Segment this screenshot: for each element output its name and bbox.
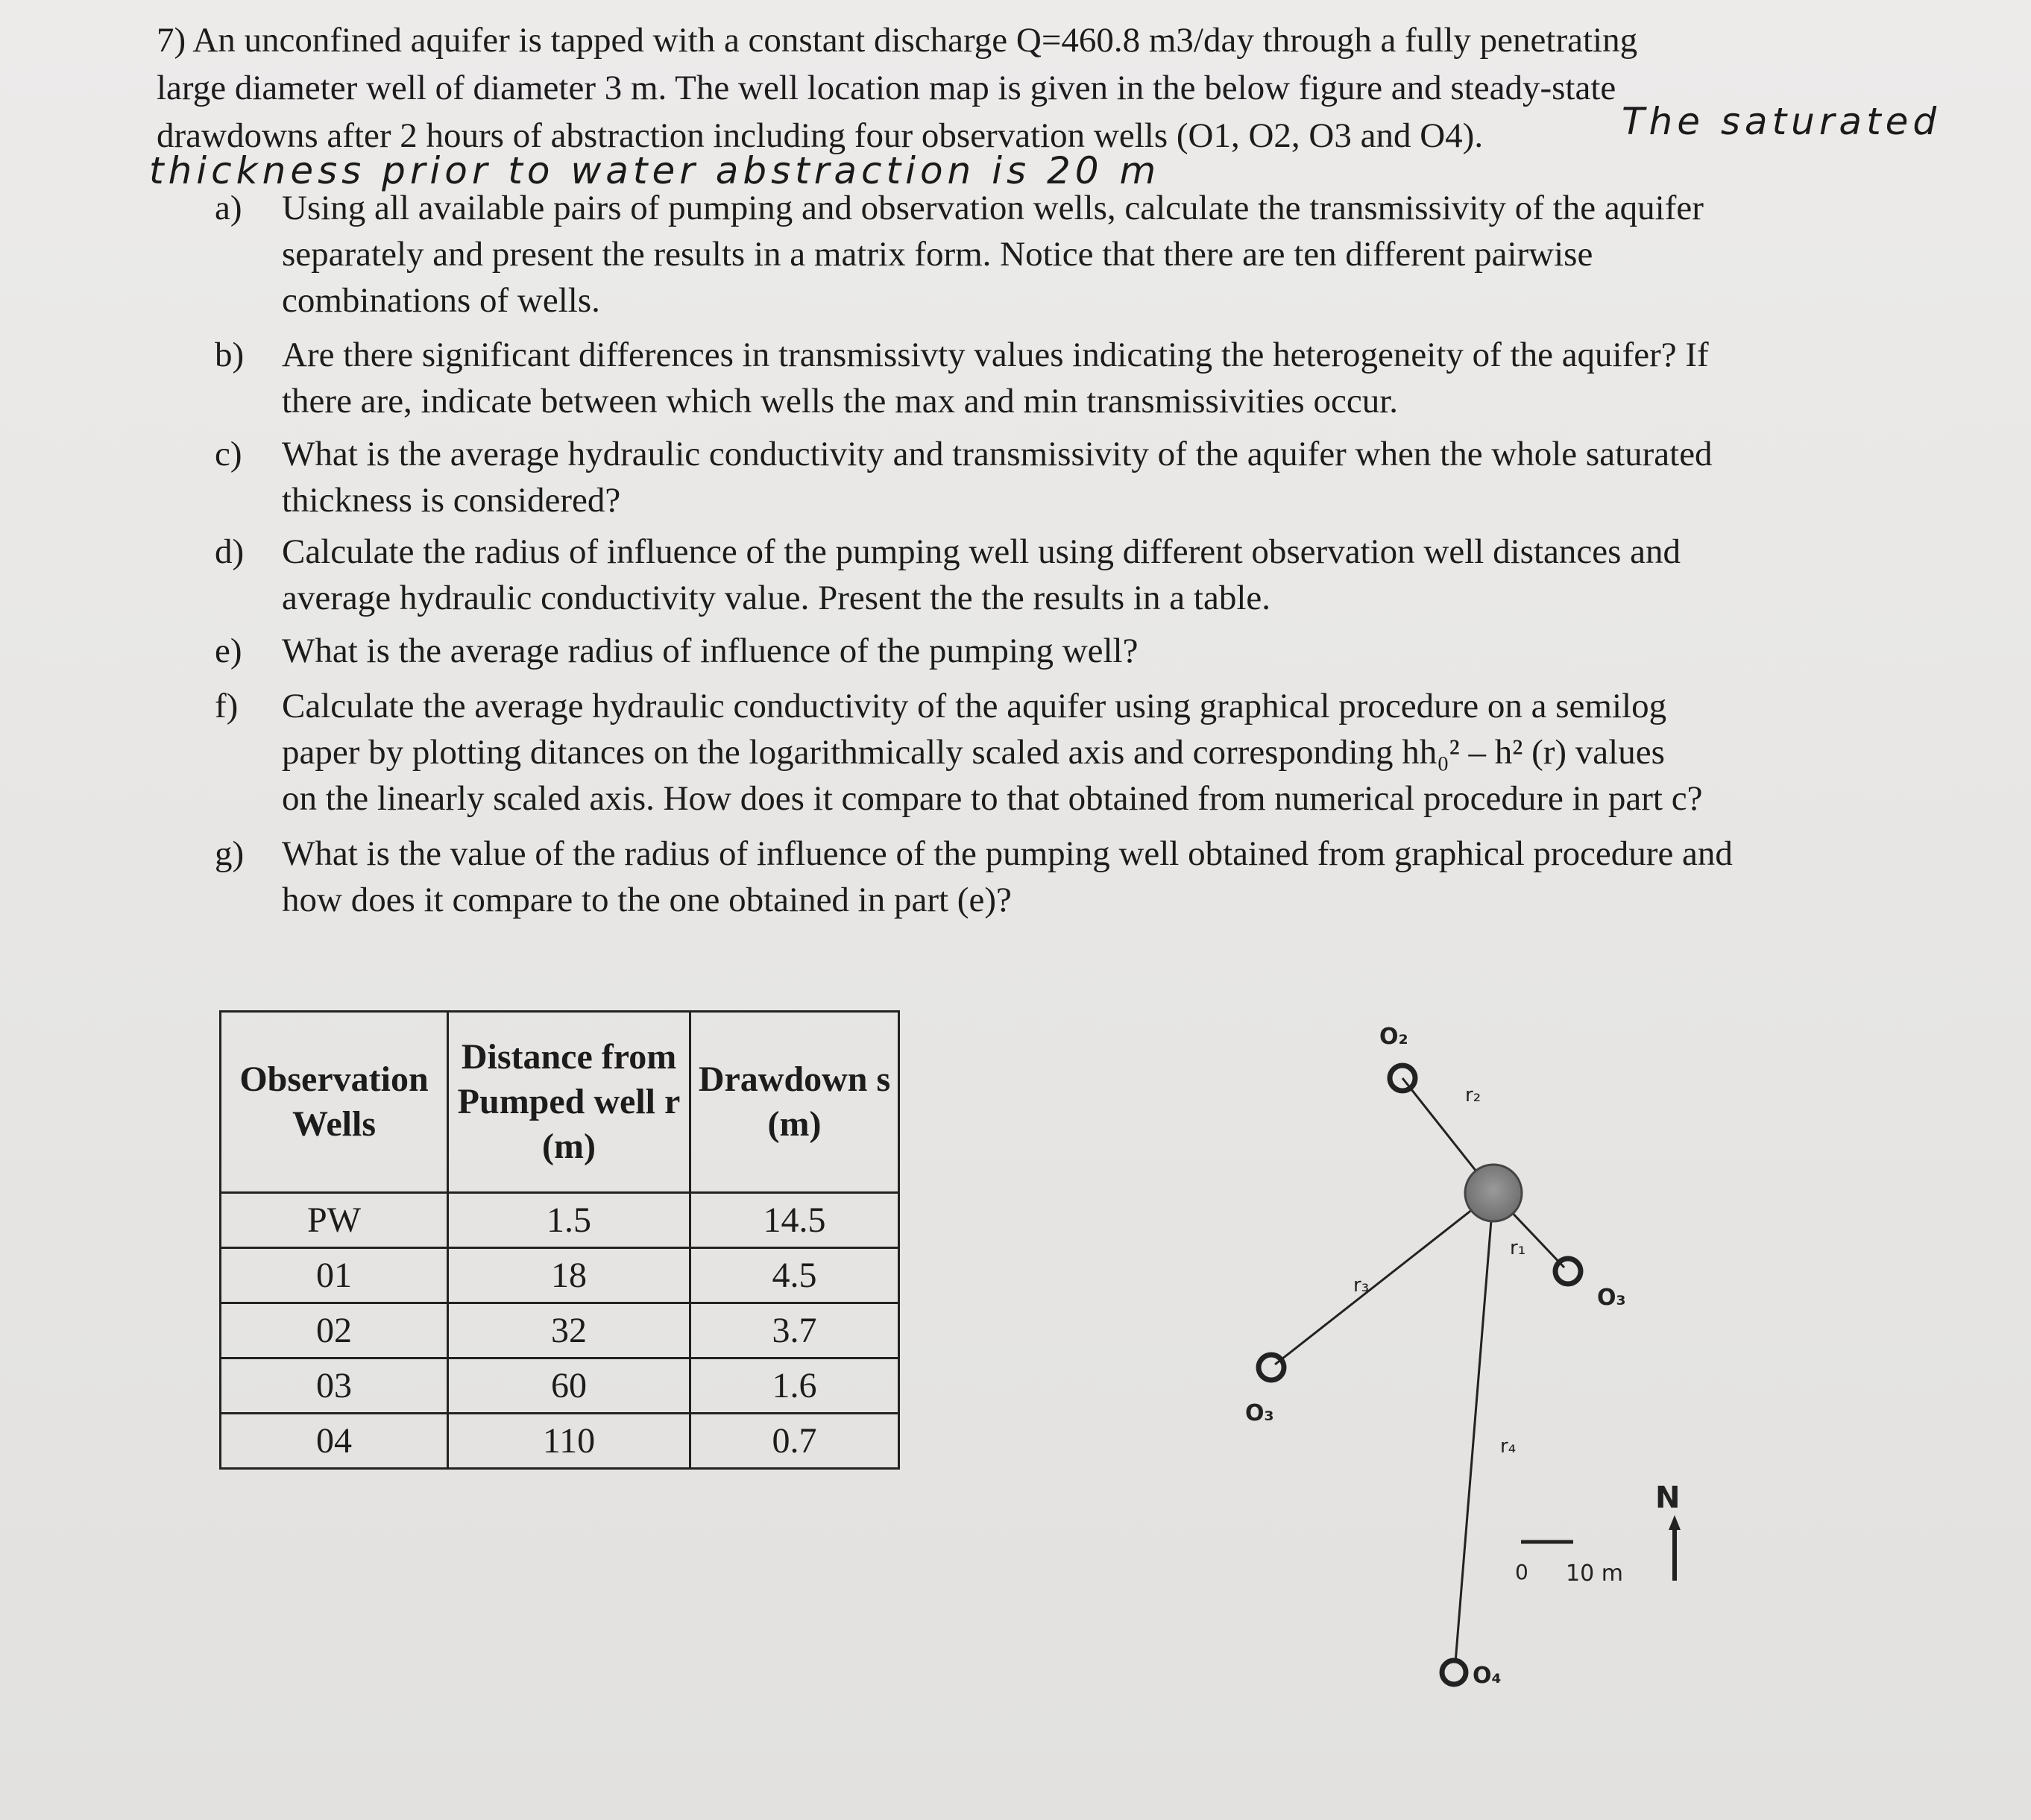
observation-well-o3-east	[1555, 1259, 1581, 1284]
question-f-line-3: on the linearly scaled axis. How does it compare to that obtained from numerical procedure in part c?	[282, 779, 1703, 818]
question-a-line-3: combinations of wells.	[282, 281, 600, 320]
distance-cell: 60	[448, 1358, 690, 1414]
observation-well-o4	[1442, 1660, 1466, 1684]
handwritten-note-1: The saturated	[1622, 100, 1942, 143]
header-drawdown: Drawdown s (m)	[690, 1012, 899, 1193]
question-g-line-1: What is the value of the radius of influence of the pumping well obtained from graphical procedure and	[282, 834, 1733, 873]
label-o4: O₄	[1473, 1663, 1502, 1689]
question-a-line-1: Using all available pairs of pumping and observation wells, calculate the transmissivity of the aquifer	[282, 189, 1704, 227]
handwritten-note-2: thickness prior to water abstraction is 20 m	[149, 149, 1161, 192]
intro-line-3: drawdowns after 2 hours of abstraction including four observation wells (O1, O2, O3 and O4).	[157, 116, 1484, 155]
table-row	[221, 1248, 899, 1303]
question-d-line-2: average hydraulic conductivity value. Present the the results in a table.	[282, 579, 1270, 617]
label-r2: r₂	[1465, 1084, 1481, 1106]
question-label: f)	[215, 687, 239, 725]
label-r3: r₃	[1353, 1274, 1370, 1297]
intro-line-2: large diameter well of diameter 3 m. The well location map is given in the below figure and steady-state	[157, 69, 1616, 107]
header-observation-wells: Observation Wells	[221, 1012, 448, 1193]
question-b-line-2: there are, indicate between which wells the max and min transmissivities occur.	[282, 382, 1399, 421]
observation-wells-table	[219, 1010, 900, 1470]
question-f	[215, 683, 1885, 822]
drawdown-cell: 0.7	[690, 1414, 899, 1469]
pumping-well	[1465, 1165, 1522, 1221]
table-row	[221, 1358, 899, 1414]
drawdown-cell: 3.7	[690, 1303, 899, 1358]
question-d-line-1: Calculate the radius of influence of the pumping well using different observation well distances and	[282, 532, 1681, 571]
table-row	[221, 1414, 899, 1469]
question-b	[215, 332, 1885, 424]
question-e	[215, 628, 1885, 674]
distance-cell: 1.5	[448, 1193, 690, 1248]
scale-zero: 0	[1515, 1560, 1528, 1584]
header-distance: Distance from Pumped well r (m)	[448, 1012, 690, 1193]
distance-cell: 110	[448, 1414, 690, 1469]
well-id-cell: 03	[221, 1358, 448, 1414]
question-f-line-2: paper by plotting ditances on the logarithmically scaled axis and corresponding hh₀² – h² (r) values	[282, 733, 1665, 772]
label-r4: r₄	[1500, 1435, 1517, 1458]
line-r3	[1275, 1193, 1493, 1364]
well-id-cell: 04	[221, 1414, 448, 1469]
north-label: N	[1655, 1481, 1681, 1515]
drawdown-cell: 4.5	[690, 1248, 899, 1303]
well-location-map	[1245, 999, 1782, 1707]
table-row	[221, 1303, 899, 1358]
north-arrow-head-icon	[1669, 1515, 1681, 1530]
question-c	[215, 431, 1885, 523]
question-e-line-1: What is the average radius of influence of the pumping well?	[282, 632, 1139, 670]
label-o2: O₂	[1379, 1024, 1408, 1050]
label-r1: r₁	[1510, 1237, 1526, 1259]
question-d	[215, 529, 1885, 621]
question-label: g)	[215, 834, 245, 873]
question-g	[215, 831, 1885, 923]
scale-label: 10 m	[1566, 1561, 1623, 1587]
question-label: c)	[215, 435, 242, 473]
question-a	[215, 185, 1885, 324]
well-id-cell: 01	[221, 1248, 448, 1303]
question-label: d)	[215, 532, 245, 571]
distance-cell: 18	[448, 1248, 690, 1303]
well-id-cell: 02	[221, 1303, 448, 1358]
question-a-line-2: separately and present the results in a matrix form. Notice that there are ten different pairwise	[282, 235, 1593, 274]
label-o3-west: O₃	[1245, 1400, 1274, 1426]
question-g-line-2: how does it compare to the one obtained in part (e)?	[282, 881, 1012, 919]
intro-line-1: 7) An unconfined aquifer is tapped with a constant discharge Q=460.8 m3/day through a fully penetrating	[157, 21, 1638, 60]
table-row	[221, 1193, 899, 1248]
question-b-line-1: Are there significant differences in transmissivty values indicating the heterogeneity of the aquifer? If	[282, 336, 1709, 374]
distance-cell: 32	[448, 1303, 690, 1358]
drawdown-cell: 14.5	[690, 1193, 899, 1248]
line-r4	[1455, 1193, 1493, 1663]
label-o3-east: O₃	[1597, 1285, 1626, 1311]
well-id-cell: PW	[221, 1193, 448, 1248]
observation-well-o3-west	[1259, 1355, 1284, 1380]
question-c-line-1: What is the average hydraulic conductivity and transmissivity of the aquifer when the whole saturated	[282, 435, 1713, 473]
drawdown-cell: 1.6	[690, 1358, 899, 1414]
table-header-row	[221, 1012, 899, 1193]
question-label: e)	[215, 632, 242, 670]
question-c-line-2: thickness is considered?	[282, 481, 621, 520]
question-label: a)	[215, 189, 242, 227]
question-label: b)	[215, 336, 245, 374]
question-f-line-1: Calculate the average hydraulic conductivity of the aquifer using graphical procedure on a semilog	[282, 687, 1667, 725]
well-map-svg	[1245, 999, 1782, 1707]
